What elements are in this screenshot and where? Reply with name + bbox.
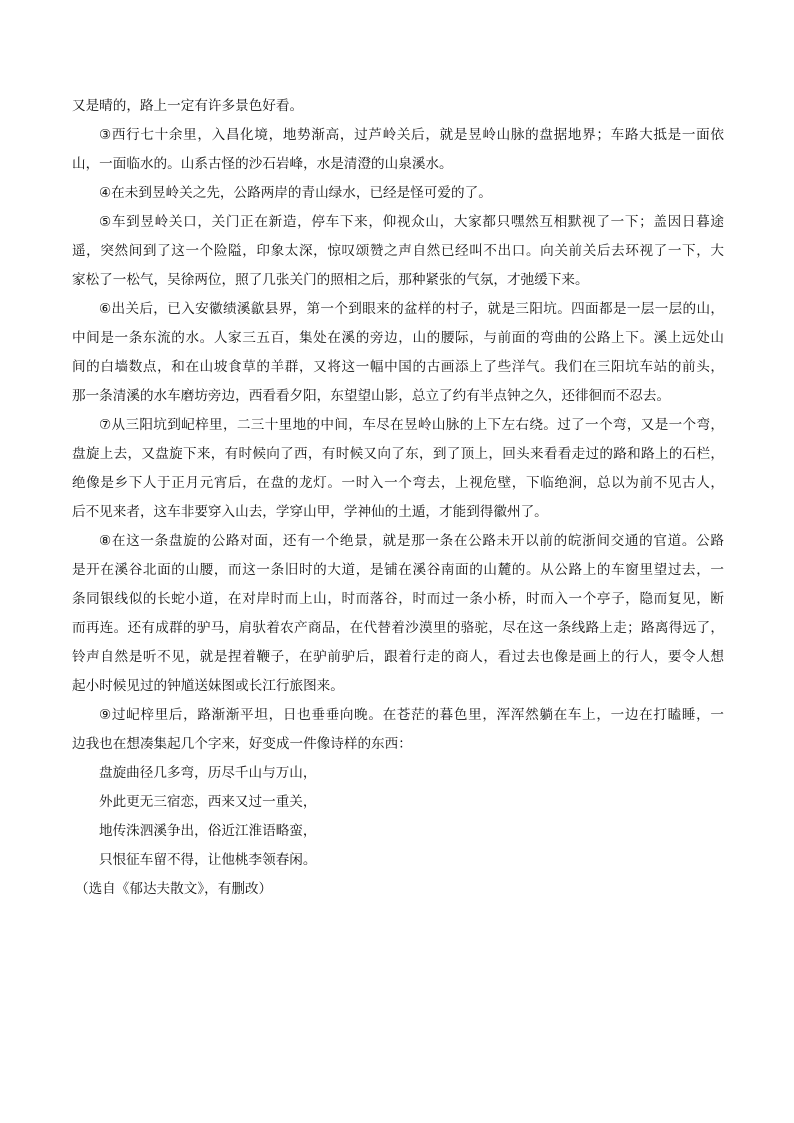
paragraph-7-line: 绝像是乡下人于正月元宵后，在盘的龙灯。一时入一个弯去，上视危壁，下临绝涧，总以为前不见古人， bbox=[72, 475, 724, 491]
paragraph-8-line: 是开在溪谷北面的山腰，而这一条旧时的大道，是铺在溪谷南面的山麓的。从公路上的车窗里望过去，一 bbox=[72, 562, 724, 578]
text-line: 又是晴的，路上一定有许多景色好看。 bbox=[72, 98, 304, 114]
paragraph-8-line: 铃声自然是听不见，就是捏着鞭子，在驴前驴后，跟着行走的商人，看过去也像是画上的行人，要令人想 bbox=[72, 649, 724, 665]
paragraph-8-line: ⑧在这一条盘旋的公路对面，还有一个绝景，就是那一条在公路未开以前的皖浙间交通的官道。公路 bbox=[99, 533, 724, 549]
paragraph-5-line: 遥，突然间到了这一个险隘，印象太深，惊叹颂赞之声自然已经叫不出口。向关前关后去环视了一下，大 bbox=[72, 243, 724, 259]
paragraph-7-line: ⑦从三阳坑到屺梓里，二三十里地的中间，车尽在昱岭山脉的上下左右绕。过了一个弯，又是一个弯， bbox=[99, 417, 724, 433]
paragraph-7-line: 盘旋上去，又盘旋下来，有时候向了西，有时候又向了东，到了顶上，回头来看看走过的路和路上的石栏， bbox=[72, 446, 724, 462]
paragraph-9-line: 边我也在想凑集起几个字来，好变成一件像诗样的东西： bbox=[72, 736, 412, 752]
paragraph-6-line: 那一条清溪的水车磨坊旁边，西看看夕阳，东望望山影，总立了约有半点钟之久，还徘徊而不忍去。 bbox=[72, 388, 671, 404]
paragraph-3-line: 山，一面临水的。山系古怪的沙石岩峰，水是清澄的山泉溪水。 bbox=[72, 156, 453, 172]
paragraph-8-line: 而再连。还有成群的驴马，肩驮着农产商品，在代替着沙漠里的骆驼，尽在这一条线路上走；路离得远了， bbox=[72, 620, 724, 636]
poem-line: 盘旋曲径几多弯，历尽千山与万山， bbox=[99, 765, 317, 781]
paragraph-8-line: 起小时候见过的钟馗送妹图或长江行旅图来。 bbox=[72, 678, 344, 694]
paragraph-6-line: ⑥出关后，已入安徽绩溪歙县界，第一个到眼来的盆样的村子，就是三阳坑。四面都是一层一层的山， bbox=[99, 301, 724, 317]
poem-line: 只恨征车留不得，让他桃李领春闲。 bbox=[99, 852, 317, 868]
paragraph-4-line: ④在未到昱岭关之先，公路两岸的青山绿水，已经是怪可爱的了。 bbox=[99, 185, 492, 201]
source-citation: （选自《郁达夫散文》，有删改） bbox=[75, 881, 273, 897]
article-body bbox=[72, 92, 724, 904]
paragraph-9-line: ⑨过屺梓里后，路渐渐平坦，日也垂垂向晚。在苍茫的暮色里，浑浑然躺在车上，一边在打瞌睡，一 bbox=[99, 707, 724, 723]
paragraph-3-line: ③西行七十余里，入昌化境，地势渐高，过芦岭关后，就是昱岭山脉的盘据地界；车路大抵是一面依 bbox=[99, 127, 724, 143]
paragraph-5-line: 家松了一松气，吴徐两位，照了几张关门的照相之后，那种紧张的气氛，才弛缓下来。 bbox=[72, 272, 589, 288]
paragraph-6-line: 中间是一条东流的水。人家三五百，集处在溪的旁边，山的腰际，与前面的弯曲的公路上下。溪上远处山 bbox=[72, 330, 724, 346]
paragraph-7-line: 后不见来者，这车非要穿入山去，学穿山甲，学神仙的土遁，才能到得徽州了。 bbox=[72, 504, 548, 520]
poem-line: 外此更无三宿恋，西来又过一重关， bbox=[99, 794, 317, 810]
poem-line: 地传洙泗溪争出，俗近江淮语略蛮， bbox=[99, 823, 317, 839]
paragraph-6-line: 间的白墙数点，和在山坡食草的羊群，又将这一幅中国的古画添上了些洋气。我们在三阳坑车站的前头， bbox=[72, 359, 724, 375]
paragraph-8-line: 条同银线似的长蛇小道，在对岸时而上山，时而落谷，时而过一条小桥，时而入一个亭子，隐而复见，断 bbox=[72, 591, 724, 607]
paragraph-5-line: ⑤车到昱岭关口，关门正在新造，停车下来，仰视众山，大家都只嘿然互相默视了一下；盖因日暮途 bbox=[99, 214, 724, 230]
